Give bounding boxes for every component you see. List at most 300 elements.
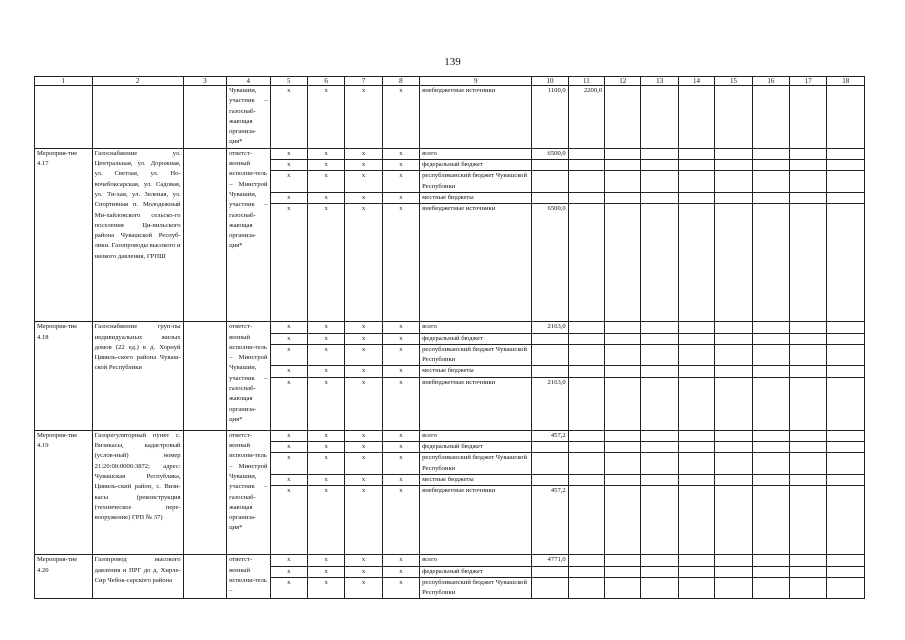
empty-cell [605, 344, 641, 366]
description-cell: Газорегуляторный пункт с. Визикасы, кадастровый (услов-ный) номер 21:20:00:0000:3872; адрес: Чувашская Республика, Цивиль-ский район, с. Визи-касы (реконструкция (техническое пере-вооружение) ГРП № 37) [92, 430, 183, 554]
empty-cell [827, 171, 865, 193]
empty-cell [605, 486, 641, 555]
empty-cell [790, 171, 827, 193]
empty-cell [678, 86, 714, 149]
empty-cell [790, 333, 827, 344]
cross-mark: х [307, 366, 344, 377]
column-header: 11 [568, 77, 604, 86]
empty-cell [790, 204, 827, 322]
funding-source-cell: федеральный бюджет [420, 160, 532, 171]
cross-mark: х [270, 160, 307, 171]
funding-source-cell: всего [420, 555, 532, 566]
empty-cell [715, 555, 752, 566]
column-header: 10 [532, 77, 568, 86]
cross-mark: х [345, 171, 382, 193]
cross-mark: х [345, 333, 382, 344]
cross-mark: х [307, 430, 344, 441]
cross-mark: х [307, 333, 344, 344]
column-header: 8 [382, 77, 419, 86]
empty-cell [827, 322, 865, 333]
cross-mark: х [307, 566, 344, 577]
empty-cell [568, 453, 604, 475]
cross-mark: х [270, 555, 307, 566]
empty-cell [715, 377, 752, 430]
cross-mark: х [382, 204, 419, 322]
cross-mark: х [382, 344, 419, 366]
empty-cell [715, 192, 752, 203]
funding-source-cell: республиканский бюджет Чувашской Республики [420, 344, 532, 366]
funding-source-cell: федеральный бюджет [420, 333, 532, 344]
value-cell-10 [532, 577, 568, 599]
cross-mark: х [382, 555, 419, 566]
funding-source-cell: федеральный бюджет [420, 442, 532, 453]
empty-cell [752, 148, 789, 159]
cross-mark: х [270, 192, 307, 203]
empty-cell [605, 453, 641, 475]
cross-mark: х [270, 148, 307, 159]
empty-cell [827, 555, 865, 566]
value-cell-10: 457,2 [532, 486, 568, 555]
empty-cell [568, 366, 604, 377]
table-row [35, 555, 865, 566]
column-header: 13 [641, 77, 678, 86]
cross-mark: х [345, 377, 382, 430]
empty-cell [678, 474, 714, 485]
empty-cell [752, 555, 789, 566]
cross-mark: х [382, 322, 419, 333]
empty-cell [605, 86, 641, 149]
empty-cell [568, 442, 604, 453]
table-row [35, 148, 865, 159]
empty-cell [715, 366, 752, 377]
empty-cell [715, 486, 752, 555]
value-cell-10: 457,2 [532, 430, 568, 441]
value-cell-10: 4771,0 [532, 555, 568, 566]
measure-id-cell: Мероприя-тие 4.19 [35, 430, 93, 554]
column-header: 12 [605, 77, 641, 86]
funding-source-cell: всего [420, 322, 532, 333]
empty-cell [827, 377, 865, 430]
empty-cell [641, 148, 678, 159]
measure-id-cell [35, 86, 93, 149]
funding-source-cell: внебюджетные источники [420, 486, 532, 555]
empty-cell [568, 577, 604, 599]
cross-mark: х [307, 148, 344, 159]
empty-cell [641, 566, 678, 577]
empty-cell [641, 204, 678, 322]
empty-cell [678, 333, 714, 344]
cross-mark: х [307, 577, 344, 599]
empty-cell [678, 566, 714, 577]
empty-cell [641, 442, 678, 453]
cross-mark: х [345, 322, 382, 333]
empty-cell [605, 430, 641, 441]
column-header: 15 [715, 77, 752, 86]
empty-cell [568, 160, 604, 171]
executor-cell: Чувашии, участник – газоснаб-жающая организа-ция* [227, 86, 270, 149]
empty-cell [827, 474, 865, 485]
cross-mark: х [270, 474, 307, 485]
empty-cell [752, 160, 789, 171]
empty-cell [715, 566, 752, 577]
empty-cell [752, 204, 789, 322]
empty-cell [790, 86, 827, 149]
funding-source-cell: республиканский бюджет Чувашской Республики [420, 453, 532, 475]
empty-cell [790, 442, 827, 453]
empty-cell [827, 192, 865, 203]
empty-cell [715, 442, 752, 453]
funding-source-cell: местные бюджеты [420, 192, 532, 203]
funding-source-cell: федеральный бюджет [420, 566, 532, 577]
empty-cell [790, 486, 827, 555]
cross-mark: х [382, 442, 419, 453]
empty-cell [827, 204, 865, 322]
column-header: 18 [827, 77, 865, 86]
value-cell-10 [532, 333, 568, 344]
empty-cell [678, 322, 714, 333]
empty-cell [827, 566, 865, 577]
description-cell: Газоснабжение ул. Центральная, ул. Дорожная, ул. Светлая, ул. Но-вочебоксарская, ул. Садовая, ул. Ти-хая, ул. Зеленая, ул. Спортивная п. Молодежный Ми-хайловского сельско-го поселения Ци-вильского района Чувашской Респуб-лики. Газопроводы высокого и низкого давления, ГРПШ [92, 148, 183, 321]
funding-source-cell: внебюджетные источники [420, 377, 532, 430]
cross-mark: х [270, 204, 307, 322]
empty-cell [752, 366, 789, 377]
description-cell: Газопровод высокого давления и ПРГ до д. Хирле-Сир Чебок-сарского района [92, 555, 183, 599]
funding-source-cell: всего [420, 148, 532, 159]
cross-mark: х [382, 453, 419, 475]
empty-cell [715, 204, 752, 322]
cross-mark: х [382, 377, 419, 430]
empty-cell [568, 204, 604, 322]
funding-source-cell: республиканский бюджет Чувашской Республики [420, 171, 532, 193]
empty-cell [605, 442, 641, 453]
measure-id-cell: Мероприя-тие 4.17 [35, 148, 93, 321]
empty-cell [790, 453, 827, 475]
column-header: 14 [678, 77, 714, 86]
empty-cell [678, 555, 714, 566]
value-cell-10 [532, 566, 568, 577]
empty-cell [568, 486, 604, 555]
empty-cell [605, 566, 641, 577]
empty-cell [752, 442, 789, 453]
table-row [35, 322, 865, 333]
empty-cell [605, 333, 641, 344]
empty-cell [827, 442, 865, 453]
empty-cell [605, 171, 641, 193]
empty-cell [715, 474, 752, 485]
value-cell-10: 2163,0 [532, 322, 568, 333]
column-header: 2 [92, 77, 183, 86]
column-header: 3 [183, 77, 226, 86]
funding-source-cell: внебюджетные источники [420, 204, 532, 322]
cross-mark: х [270, 566, 307, 577]
cross-mark: х [307, 192, 344, 203]
cross-mark: х [270, 442, 307, 453]
value-cell-10 [532, 442, 568, 453]
empty-cell [827, 366, 865, 377]
empty-cell [568, 344, 604, 366]
value-cell-10 [532, 192, 568, 203]
cross-mark: х [382, 366, 419, 377]
code-cell [183, 148, 226, 321]
empty-cell [790, 555, 827, 566]
empty-cell [678, 192, 714, 203]
column-number-row [35, 77, 865, 86]
empty-cell [790, 577, 827, 599]
value-cell-10 [532, 160, 568, 171]
page-number: 139 [444, 56, 461, 68]
table-row [35, 430, 865, 441]
value-cell-10: 2163,0 [532, 377, 568, 430]
code-cell [183, 322, 226, 430]
empty-cell [827, 430, 865, 441]
empty-cell [752, 171, 789, 193]
empty-cell [715, 344, 752, 366]
code-cell [183, 430, 226, 554]
empty-cell [568, 430, 604, 441]
code-cell [183, 555, 226, 599]
empty-cell [827, 86, 865, 149]
empty-cell [568, 171, 604, 193]
empty-cell [752, 377, 789, 430]
cross-mark: х [345, 204, 382, 322]
empty-cell [568, 148, 604, 159]
code-cell [183, 86, 226, 149]
empty-cell [568, 322, 604, 333]
cross-mark: х [270, 86, 307, 149]
cross-mark: х [345, 86, 382, 149]
empty-cell [605, 474, 641, 485]
executor-cell: ответст-венный исполни-тель – Минстрой Чувашии, участник – газоснаб-жающая организа-ция* [227, 148, 270, 321]
cross-mark: х [382, 148, 419, 159]
value-cell-11: 2200,0 [568, 86, 604, 149]
empty-cell [827, 148, 865, 159]
empty-cell [790, 192, 827, 203]
empty-cell [678, 453, 714, 475]
empty-cell [641, 86, 678, 149]
empty-cell [678, 577, 714, 599]
empty-cell [752, 344, 789, 366]
empty-cell [827, 333, 865, 344]
cross-mark: х [382, 430, 419, 441]
cross-mark: х [270, 486, 307, 555]
cross-mark: х [270, 366, 307, 377]
cross-mark: х [345, 486, 382, 555]
empty-cell [568, 566, 604, 577]
empty-cell [641, 430, 678, 441]
column-header: 16 [752, 77, 789, 86]
empty-cell [605, 577, 641, 599]
cross-mark: х [307, 344, 344, 366]
empty-cell [752, 333, 789, 344]
empty-cell [641, 366, 678, 377]
cross-mark: х [307, 160, 344, 171]
cross-mark: х [307, 486, 344, 555]
empty-cell [641, 555, 678, 566]
funding-source-cell: местные бюджеты [420, 474, 532, 485]
value-cell-10 [532, 171, 568, 193]
empty-cell [641, 160, 678, 171]
empty-cell [605, 160, 641, 171]
cross-mark: х [345, 555, 382, 566]
column-header: 17 [790, 77, 827, 86]
cross-mark: х [345, 474, 382, 485]
empty-cell [641, 344, 678, 366]
cross-mark: х [382, 333, 419, 344]
empty-cell [827, 344, 865, 366]
empty-cell [678, 344, 714, 366]
measure-id-cell: Мероприя-тие 4.20 [35, 555, 93, 599]
cross-mark: х [382, 474, 419, 485]
executor-cell: ответст-венный исполни-тель – Минстрой Чувашии, участник – газоснаб-жающая организа-ция* [227, 322, 270, 430]
value-cell-10 [532, 366, 568, 377]
cross-mark: х [345, 344, 382, 366]
empty-cell [752, 453, 789, 475]
funding-source-cell: всего [420, 430, 532, 441]
empty-cell [641, 171, 678, 193]
cross-mark: х [270, 333, 307, 344]
value-cell-10: 6500,0 [532, 148, 568, 159]
value-cell-10 [532, 474, 568, 485]
empty-cell [715, 171, 752, 193]
empty-cell [752, 577, 789, 599]
empty-cell [605, 204, 641, 322]
empty-cell [678, 204, 714, 322]
cross-mark: х [270, 577, 307, 599]
cross-mark: х [307, 474, 344, 485]
empty-cell [715, 430, 752, 441]
cross-mark: х [345, 577, 382, 599]
cross-mark: х [270, 322, 307, 333]
cross-mark: х [270, 171, 307, 193]
column-header: 9 [420, 77, 532, 86]
empty-cell [641, 377, 678, 430]
empty-cell [790, 474, 827, 485]
empty-cell [715, 577, 752, 599]
empty-cell [568, 474, 604, 485]
empty-cell [641, 453, 678, 475]
empty-cell [790, 366, 827, 377]
empty-cell [605, 555, 641, 566]
empty-cell [752, 86, 789, 149]
cross-mark: х [307, 322, 344, 333]
empty-cell [641, 322, 678, 333]
cross-mark: х [307, 377, 344, 430]
empty-cell [752, 192, 789, 203]
empty-cell [568, 555, 604, 566]
empty-cell [715, 160, 752, 171]
empty-cell [641, 577, 678, 599]
cross-mark: х [345, 148, 382, 159]
empty-cell [752, 474, 789, 485]
cross-mark: х [345, 566, 382, 577]
empty-cell [752, 566, 789, 577]
empty-cell [715, 453, 752, 475]
value-cell-10: 1100,0 [532, 86, 568, 149]
empty-cell [715, 148, 752, 159]
program-measures-table [34, 76, 865, 599]
cross-mark: х [270, 453, 307, 475]
cross-mark: х [382, 160, 419, 171]
empty-cell [827, 577, 865, 599]
funding-source-cell: республиканский бюджет Чувашской Республики [420, 577, 532, 599]
empty-cell [790, 566, 827, 577]
empty-cell [678, 430, 714, 441]
empty-cell [641, 192, 678, 203]
empty-cell [678, 148, 714, 159]
cross-mark: х [345, 192, 382, 203]
empty-cell [605, 192, 641, 203]
empty-cell [568, 333, 604, 344]
empty-cell [605, 366, 641, 377]
empty-cell [715, 333, 752, 344]
empty-cell [678, 442, 714, 453]
cross-mark: х [307, 171, 344, 193]
continuation-row [35, 86, 865, 149]
value-cell-10: 6500,0 [532, 204, 568, 322]
empty-cell [641, 474, 678, 485]
cross-mark: х [307, 204, 344, 322]
column-header: 7 [345, 77, 382, 86]
cross-mark: х [382, 566, 419, 577]
empty-cell [790, 344, 827, 366]
cross-mark: х [382, 486, 419, 555]
cross-mark: х [345, 430, 382, 441]
empty-cell [790, 148, 827, 159]
empty-cell [715, 322, 752, 333]
empty-cell [678, 171, 714, 193]
table-body [35, 77, 865, 599]
funding-source-cell: внебюджетные источники [420, 86, 532, 149]
cross-mark: х [270, 430, 307, 441]
empty-cell [790, 322, 827, 333]
column-header: 6 [307, 77, 344, 86]
cross-mark: х [307, 555, 344, 566]
empty-cell [641, 333, 678, 344]
funding-source-cell: местные бюджеты [420, 366, 532, 377]
empty-cell [752, 322, 789, 333]
value-cell-10 [532, 453, 568, 475]
empty-cell [790, 430, 827, 441]
cross-mark: х [270, 344, 307, 366]
cross-mark: х [307, 86, 344, 149]
empty-cell [827, 453, 865, 475]
empty-cell [790, 377, 827, 430]
cross-mark: х [307, 442, 344, 453]
measure-id-cell: Мероприя-тие 4.18 [35, 322, 93, 430]
empty-cell [605, 322, 641, 333]
empty-cell [678, 160, 714, 171]
cross-mark: х [382, 192, 419, 203]
cross-mark: х [382, 577, 419, 599]
cross-mark: х [345, 442, 382, 453]
empty-cell [827, 486, 865, 555]
empty-cell [568, 192, 604, 203]
empty-cell [605, 148, 641, 159]
empty-cell [715, 86, 752, 149]
description-cell [92, 86, 183, 149]
executor-cell: ответст-венный исполни-тель – [227, 555, 270, 599]
empty-cell [641, 486, 678, 555]
empty-cell [790, 160, 827, 171]
value-cell-10 [532, 344, 568, 366]
empty-cell [568, 377, 604, 430]
empty-cell [678, 377, 714, 430]
executor-cell: ответст-венный исполни-тель – Минстрой Чувашии, участник – газоснаб-жающая организа-ция* [227, 430, 270, 554]
empty-cell [827, 160, 865, 171]
cross-mark: х [307, 453, 344, 475]
empty-cell [605, 377, 641, 430]
cross-mark: х [345, 453, 382, 475]
